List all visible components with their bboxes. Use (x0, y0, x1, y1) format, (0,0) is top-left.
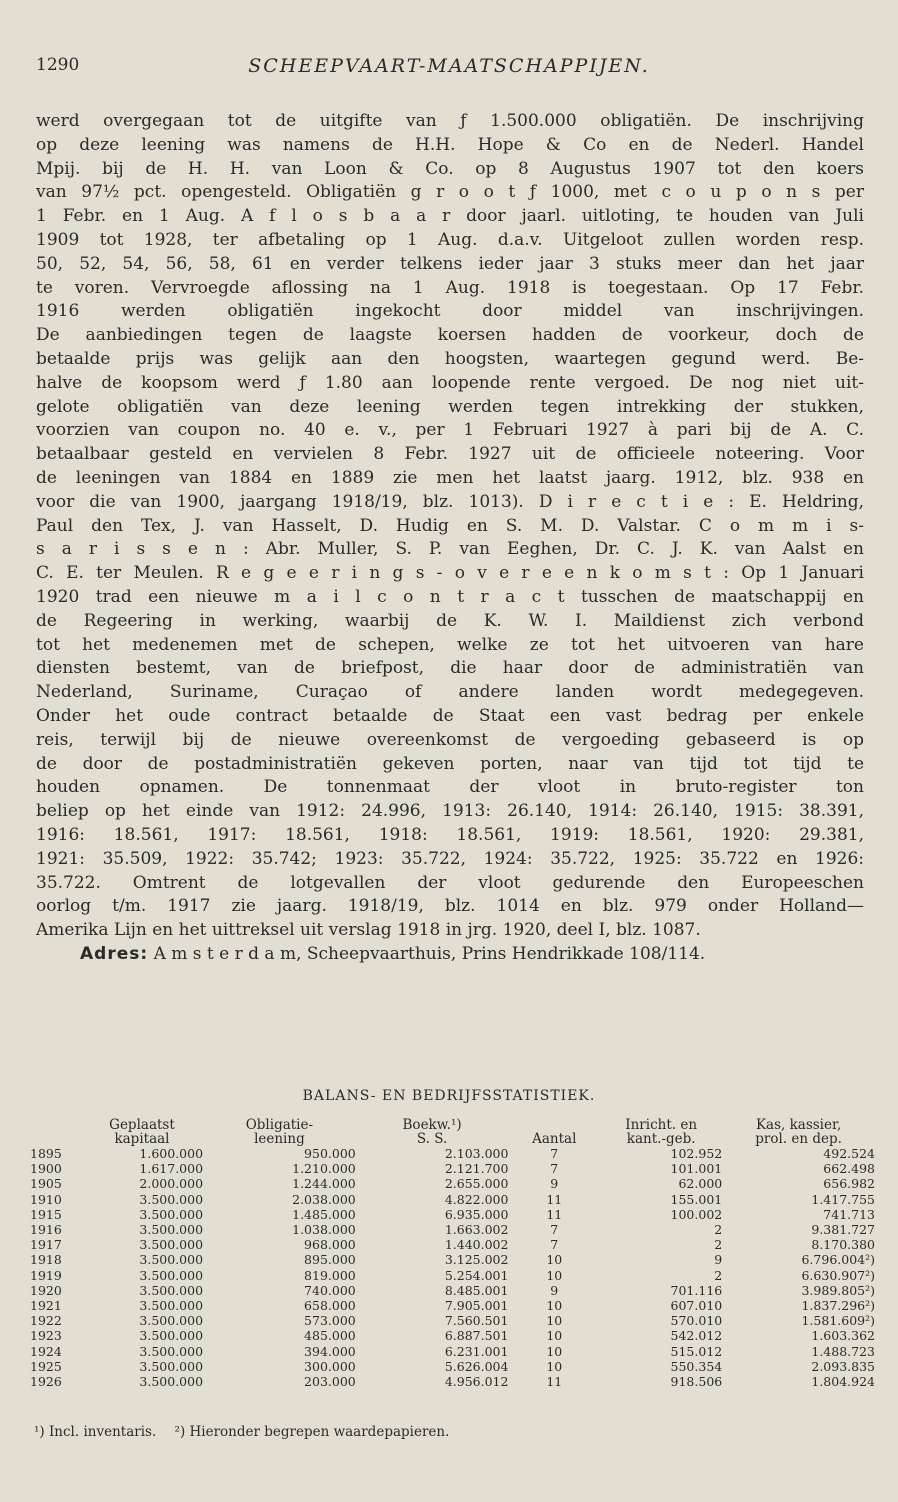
value-cell: 1.617.000 (139, 1161, 204, 1177)
year-cell: 1905 (30, 1176, 62, 1192)
value-cell: 10 (546, 1358, 563, 1374)
value-cell: 5.626.004 (444, 1358, 509, 1374)
value-cell: 3.500.000 (139, 1237, 204, 1253)
col-subheader-leening: leening (254, 1131, 305, 1147)
value-cell: 1.488.723 (811, 1343, 875, 1359)
year-cell: 1916 (30, 1222, 62, 1238)
text-line: betaalde prijs was gelijk aan den hoogsten, waartegen gegund werd. Be- (36, 348, 864, 369)
text-line: 1916 werden obligatiën ingekocht door middel van inschrijvingen. (36, 301, 864, 322)
body-text (36, 110, 864, 967)
text-line: 1916: 18.561, 1917: 18.561, 1918: 18.561, 1919: 18.561, 1920: 29.381, (36, 824, 864, 845)
value-cell: 3.125.002 (444, 1252, 509, 1268)
text-line: op deze leening was namens de H.H. Hope & Co en de Nederl. Handel (36, 134, 864, 155)
value-cell: 1.210.000 (292, 1161, 356, 1177)
value-cell: 8.170.380 (811, 1237, 875, 1253)
text-line: 1 Febr. en 1 Aug. A f l o s b a a r door jaarl. uitloting, te houden van Juli (36, 206, 864, 227)
value-cell: 3.500.000 (139, 1282, 204, 1298)
value-cell: 492.524 (823, 1146, 875, 1161)
value-cell: 741.713 (823, 1206, 875, 1222)
value-cell: 3.500.000 (139, 1343, 204, 1359)
stats-header-row-2 (30, 1132, 875, 1146)
footnotes (34, 1424, 463, 1440)
value-cell: 11 (546, 1191, 563, 1207)
value-cell: 4.956.012 (444, 1374, 509, 1390)
page-header (0, 55, 898, 85)
value-cell: 2 (714, 1237, 723, 1253)
text-line: C. E. ter Meulen. R e g e e r i n g s - o v e r e e n k o m s t : Op 1 Januari (36, 563, 864, 584)
text-line: voorzien van coupon no. 40 e. v., per 1 Februari 1927 à pari bij de A. C. (36, 420, 864, 441)
page-number: 1290 (36, 55, 80, 75)
col-header-obligatie: Obligatie- (245, 1117, 314, 1133)
text-line: Onder het oude contract betaalde de Staat een vast bedrag per enkele (36, 705, 864, 726)
value-cell: 485.000 (304, 1328, 356, 1344)
year-cell: 1895 (30, 1146, 62, 1161)
value-cell: 7 (550, 1237, 559, 1253)
value-cell: 203.000 (304, 1374, 356, 1390)
table-row (30, 1359, 875, 1374)
year-cell: 1923 (30, 1328, 62, 1344)
value-cell: 100.002 (670, 1206, 723, 1222)
table-row (30, 1161, 875, 1176)
value-cell: 300.000 (304, 1358, 356, 1374)
value-cell: 1.837.296²) (801, 1298, 875, 1314)
year-cell: 1915 (30, 1206, 62, 1222)
text-line: de Regeering in werking, waarbij de K. W. I. Maildienst zich verbond (36, 610, 864, 631)
text-line: Amerika Lijn en het uittreksel uit verslag 1918 in jrg. 1920, deel I, blz. 1087. (36, 920, 701, 941)
value-cell: 1.440.002 (444, 1237, 509, 1253)
table-row (30, 1283, 875, 1298)
text-line: tot het medenemen met de schepen, welke ze tot het uitvoeren van hare (36, 634, 864, 655)
value-cell: 740.000 (304, 1282, 356, 1298)
value-cell: 6.935.000 (444, 1206, 509, 1222)
text-line: Paul den Tex, J. van Hasselt, D. Hudig en S. M. D. Valstar. C o m m i s- (36, 515, 864, 536)
stats-header-row-1 (30, 1118, 875, 1132)
table-row (30, 1222, 875, 1237)
value-cell: 6.231.001 (444, 1343, 509, 1359)
value-cell: 2.655.000 (444, 1176, 509, 1192)
year-cell: 1917 (30, 1237, 62, 1253)
value-cell: 11 (546, 1206, 563, 1222)
table-row (30, 1328, 875, 1343)
value-cell: 4.822.000 (444, 1191, 509, 1207)
value-cell: 8.485.001 (444, 1282, 509, 1298)
value-cell: 2 (714, 1267, 723, 1283)
year-cell: 1900 (30, 1161, 62, 1177)
value-cell: 394.000 (304, 1343, 356, 1359)
value-cell: 155.001 (670, 1191, 723, 1207)
text-line: Mpij. bij de H. H. van Loon & Co. op 8 Augustus 1907 tot den koers (36, 158, 864, 179)
text-line: halve de koopsom werd ƒ 1.80 aan loopende rente vergoed. De nog niet uit- (36, 372, 864, 393)
value-cell: 7 (550, 1146, 559, 1161)
value-cell: 2 (714, 1222, 723, 1238)
value-cell: 9.381.727 (811, 1222, 875, 1238)
year-cell: 1924 (30, 1343, 62, 1359)
value-cell: 102.952 (670, 1146, 723, 1161)
value-cell: 62.000 (678, 1176, 723, 1192)
value-cell: 11 (546, 1374, 563, 1390)
year-cell: 1922 (30, 1313, 62, 1329)
value-cell: 10 (546, 1328, 563, 1344)
address-text: A m s t e r d a m, Scheepvaarthuis, Prins Hendrikkade 108/114. (153, 943, 706, 964)
value-cell: 515.012 (670, 1343, 723, 1359)
value-cell: 1.804.924 (811, 1374, 875, 1390)
col-header-boekw: Boekw.¹) (402, 1117, 462, 1133)
table-row (30, 1268, 875, 1283)
text-line: betaalbaar gesteld en vervielen 8 Febr. 1927 uit de officieele noteering. Voor (36, 444, 864, 465)
text-line: te voren. Vervroegde aflossing na 1 Aug. 1918 is toegestaan. Op 17 Febr. (36, 277, 864, 298)
value-cell: 3.500.000 (139, 1313, 204, 1329)
value-cell: 3.500.000 (139, 1252, 204, 1268)
year-cell: 1910 (30, 1191, 62, 1207)
value-cell: 10 (546, 1267, 563, 1283)
table-row (30, 1237, 875, 1252)
value-cell: 1.581.609²) (801, 1313, 875, 1329)
text-line: werd overgegaan tot de uitgifte van ƒ 1.500.000 obligatiën. De inschrijving (36, 111, 864, 131)
text-line: gelote obligatiën van deze leening werden tegen intrekking der stukken, (36, 396, 864, 417)
value-cell: 1.600.000 (139, 1146, 204, 1161)
value-cell: 2.093.835 (811, 1358, 875, 1374)
text-line: 1920 trad een nieuwe m a i l c o n t r a c t tusschen de maatschappij en (36, 586, 864, 607)
value-cell: 3.500.000 (139, 1222, 204, 1238)
table-row (30, 1192, 875, 1207)
col-subheader-kapitaal: kapitaal (114, 1131, 170, 1147)
text-line: voor die van 1900, jaargang 1918/19, blz. 1013). D i r e c t i e : E. Heldring, (36, 491, 864, 512)
value-cell: 918.506 (670, 1374, 723, 1390)
value-cell: 570.010 (670, 1313, 723, 1329)
table-row (30, 1146, 875, 1161)
address-label: Adres: (80, 943, 149, 964)
table-row (30, 1176, 875, 1191)
value-cell: 7 (550, 1222, 559, 1238)
col-subheader-ss: S. S. (416, 1131, 448, 1147)
value-cell: 3.500.000 (139, 1328, 204, 1344)
table-row (30, 1207, 875, 1222)
value-cell: 1.663.002 (444, 1222, 509, 1238)
year-cell: 1926 (30, 1374, 62, 1390)
value-cell: 10 (546, 1313, 563, 1329)
value-cell: 9 (550, 1282, 559, 1298)
stats-body (30, 1146, 875, 1389)
text-line: 35.722. Omtrent de lotgevallen der vloot gedurende den Europeeschen (36, 872, 864, 893)
table-row (30, 1252, 875, 1267)
text-line: reis, terwijl bij de nieuwe overeenkomst de vergoeding gebaseerd is op (36, 729, 864, 750)
value-cell: 662.498 (823, 1161, 875, 1177)
value-cell: 542.012 (670, 1328, 723, 1344)
value-cell: 2.038.000 (292, 1191, 356, 1207)
value-cell: 656.982 (823, 1176, 875, 1192)
value-cell: 7.905.001 (444, 1298, 509, 1314)
value-cell: 3.500.000 (139, 1206, 204, 1222)
value-cell: 6.630.907²) (801, 1267, 875, 1283)
text-line: houden opnamen. De tonnenmaat der vloot in bruto-register ton (36, 777, 864, 798)
value-cell: 607.010 (670, 1298, 723, 1314)
table-row (30, 1298, 875, 1313)
col-header-kas: Kas, kassier, (755, 1117, 842, 1133)
text-line: van 97½ pct. opengesteld. Obligatiën g r o o t ƒ 1000, met c o u p o n s per (36, 182, 864, 203)
value-cell: 3.500.000 (139, 1374, 204, 1390)
table-row (30, 1374, 875, 1389)
value-cell: 2.000.000 (139, 1176, 204, 1192)
text-line: diensten bestemt, van de briefpost, die haar door de administratiën van (36, 658, 864, 679)
value-cell: 2.103.000 (444, 1146, 509, 1161)
col-subheader-prol: prol. en dep. (755, 1131, 842, 1147)
value-cell: 573.000 (304, 1313, 356, 1329)
value-cell: 950.000 (304, 1146, 356, 1161)
value-cell: 10 (546, 1298, 563, 1314)
col-header-geplaatst: Geplaatst (109, 1117, 175, 1133)
value-cell: 6.796.004²) (801, 1252, 875, 1268)
text-line: Nederland, Suriname, Curaçao of andere landen wordt medegegeven. (36, 682, 864, 703)
value-cell: 7 (550, 1161, 559, 1177)
value-cell: 895.000 (304, 1252, 356, 1268)
value-cell: 701.116 (670, 1282, 723, 1298)
value-cell: 3.989.805²) (801, 1282, 875, 1298)
text-line: 1921: 35.509, 1922: 35.742; 1923: 35.722, 1924: 35.722, 1925: 35.722 en 1926: (36, 848, 864, 869)
value-cell: 1.417.755 (811, 1191, 875, 1207)
value-cell: 2.121.700 (444, 1161, 509, 1177)
value-cell: 1.244.000 (292, 1176, 356, 1192)
footnote-1: ¹) Incl. inventaris. (34, 1424, 157, 1440)
value-cell: 550.354 (670, 1358, 723, 1374)
value-cell: 10 (546, 1343, 563, 1359)
value-cell: 658.000 (304, 1298, 356, 1314)
stats-title: BALANS- EN BEDRIJFSSTATISTIEK. (302, 1088, 596, 1104)
footnote-2: ²) Hieronder begrepen waardepapieren. (174, 1424, 450, 1440)
value-cell: 1.485.000 (292, 1206, 356, 1222)
text-line: 1909 tot 1928, ter afbetaling op 1 Aug. d.a.v. Uitgeloot zullen worden resp. (36, 229, 864, 250)
col-subheader-kantgeb: kant.-geb. (626, 1131, 696, 1147)
year-cell: 1919 (30, 1267, 62, 1283)
value-cell: 6.887.501 (444, 1328, 509, 1344)
value-cell: 9 (550, 1176, 559, 1192)
col-subheader-aantal: Aantal (532, 1131, 577, 1147)
running-title: SCHEEPVAART-MAATSCHAPPIJEN. (248, 55, 650, 77)
year-cell: 1921 (30, 1298, 62, 1314)
text-line: de leeningen van 1884 en 1889 zie men het laatst jaarg. 1912, blz. 938 en (36, 467, 864, 488)
text-line: s a r i s s e n : Abr. Muller, S. P. van Eeghen, Dr. C. J. K. van Aalst en (36, 539, 864, 560)
text-line: beliep op het einde van 1912: 24.996, 1913: 26.140, 1914: 26.140, 1915: 38.391, (36, 801, 864, 822)
address-line (36, 943, 864, 967)
text-line: oorlog t/m. 1917 zie jaarg. 1918/19, blz. 1014 en blz. 979 onder Holland— (36, 896, 864, 917)
text-line: De aanbiedingen tegen de laagste koersen hadden de voorkeur, doch de (36, 325, 864, 346)
value-cell: 3.500.000 (139, 1358, 204, 1374)
value-cell: 1.603.362 (811, 1328, 875, 1344)
value-cell: 10 (546, 1252, 563, 1268)
value-cell: 819.000 (304, 1267, 356, 1283)
value-cell: 7.560.501 (444, 1313, 509, 1329)
value-cell: 968.000 (304, 1237, 356, 1253)
col-header-inricht: Inricht. en (625, 1117, 698, 1133)
value-cell: 3.500.000 (139, 1298, 204, 1314)
value-cell: 101.001 (670, 1161, 723, 1177)
table-row (30, 1344, 875, 1359)
stats-table (30, 1118, 875, 1389)
value-cell: 5.254.001 (444, 1267, 509, 1283)
col-header-aantal (508, 1118, 600, 1132)
value-cell: 3.500.000 (139, 1267, 204, 1283)
value-cell: 1.038.000 (292, 1222, 356, 1238)
text-line: 50, 52, 54, 56, 58, 61 en verder telkens ieder jaar 3 stuks meer dan het jaar (36, 253, 864, 274)
year-cell: 1918 (30, 1252, 62, 1268)
text-line: de door de postadministratiën gekeven porten, naar van tijd tot tijd te (36, 753, 864, 774)
year-cell: 1920 (30, 1282, 62, 1298)
value-cell: 3.500.000 (139, 1191, 204, 1207)
year-cell: 1925 (30, 1358, 62, 1374)
value-cell: 9 (714, 1252, 723, 1268)
table-row (30, 1313, 875, 1328)
